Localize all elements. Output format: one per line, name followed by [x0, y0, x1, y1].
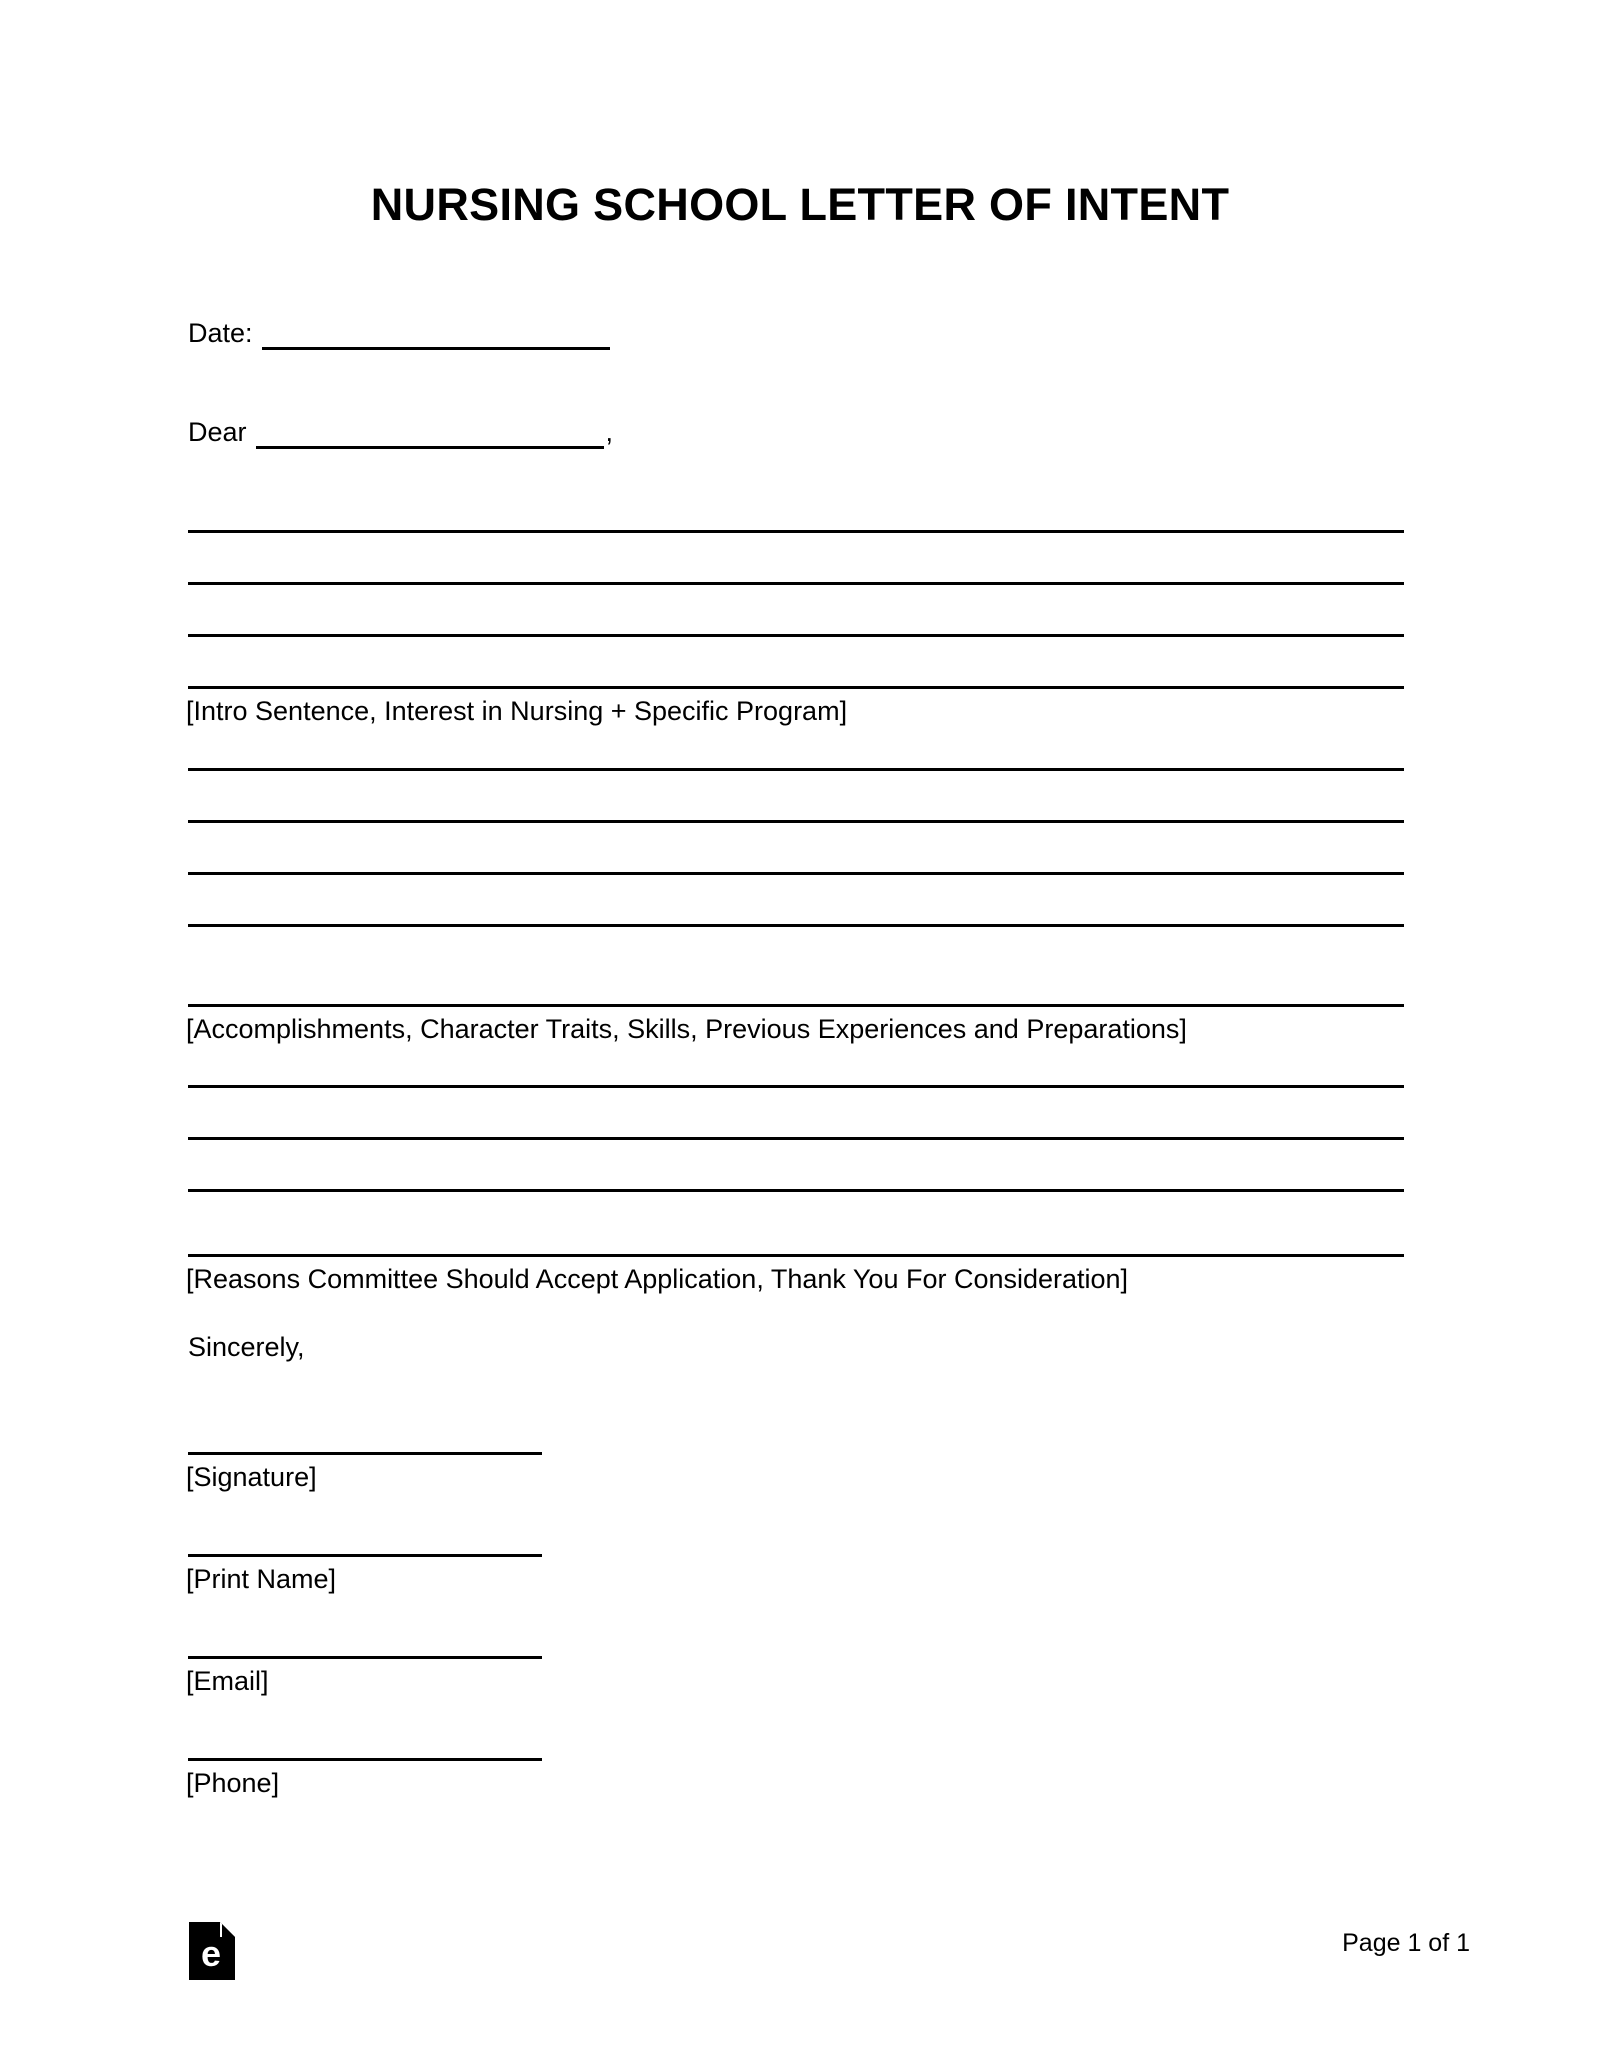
writing-rule[interactable] [188, 582, 1404, 585]
closing-text: Sincerely, [188, 1332, 305, 1362]
writing-rule[interactable] [188, 872, 1404, 875]
writing-rule[interactable] [188, 1137, 1404, 1140]
phone-input[interactable] [188, 1758, 542, 1761]
writing-rule[interactable] [188, 768, 1404, 771]
reasons-block-caption: [Reasons Committee Should Accept Application, Thank You For Consideration] [186, 1264, 1129, 1294]
writing-rule[interactable] [188, 686, 1404, 689]
writing-rule[interactable] [188, 820, 1404, 823]
date-field-label: Date: [188, 318, 253, 348]
writing-rule[interactable] [188, 1189, 1404, 1192]
print-name-input[interactable] [188, 1554, 542, 1557]
signature-caption: [Signature] [186, 1462, 317, 1492]
eforms-document-icon[interactable] [189, 1922, 235, 1980]
intro-block-caption: [Intro Sentence, Interest in Nursing + Specific Program] [186, 696, 848, 726]
svg-text:e: e [200, 1933, 222, 1974]
email-input[interactable] [188, 1656, 542, 1659]
writing-rule[interactable] [188, 530, 1404, 533]
date-field-row [188, 316, 610, 350]
page-indicator: Page 1 of 1 [1342, 1929, 1470, 1957]
writing-rule[interactable] [188, 634, 1404, 637]
salutation-label: Dear [188, 417, 247, 447]
accomplishments-block-caption: [Accomplishments, Character Traits, Skills, Previous Experiences and Preparations] [186, 1014, 1187, 1044]
writing-rule[interactable] [188, 1004, 1404, 1007]
salutation-comma: , [605, 417, 614, 447]
salutation-row [188, 415, 613, 449]
page-title: NURSING SCHOOL LETTER OF INTENT [370, 179, 1230, 230]
signature-input[interactable] [188, 1452, 542, 1455]
writing-rule[interactable] [188, 1085, 1404, 1088]
date-input[interactable] [262, 324, 610, 350]
email-caption: [Email] [186, 1666, 269, 1696]
writing-rule[interactable] [188, 924, 1404, 927]
recipient-name-input[interactable] [256, 423, 604, 449]
phone-caption: [Phone] [186, 1768, 280, 1798]
print-name-caption: [Print Name] [186, 1564, 337, 1594]
writing-rule[interactable] [188, 1254, 1404, 1257]
